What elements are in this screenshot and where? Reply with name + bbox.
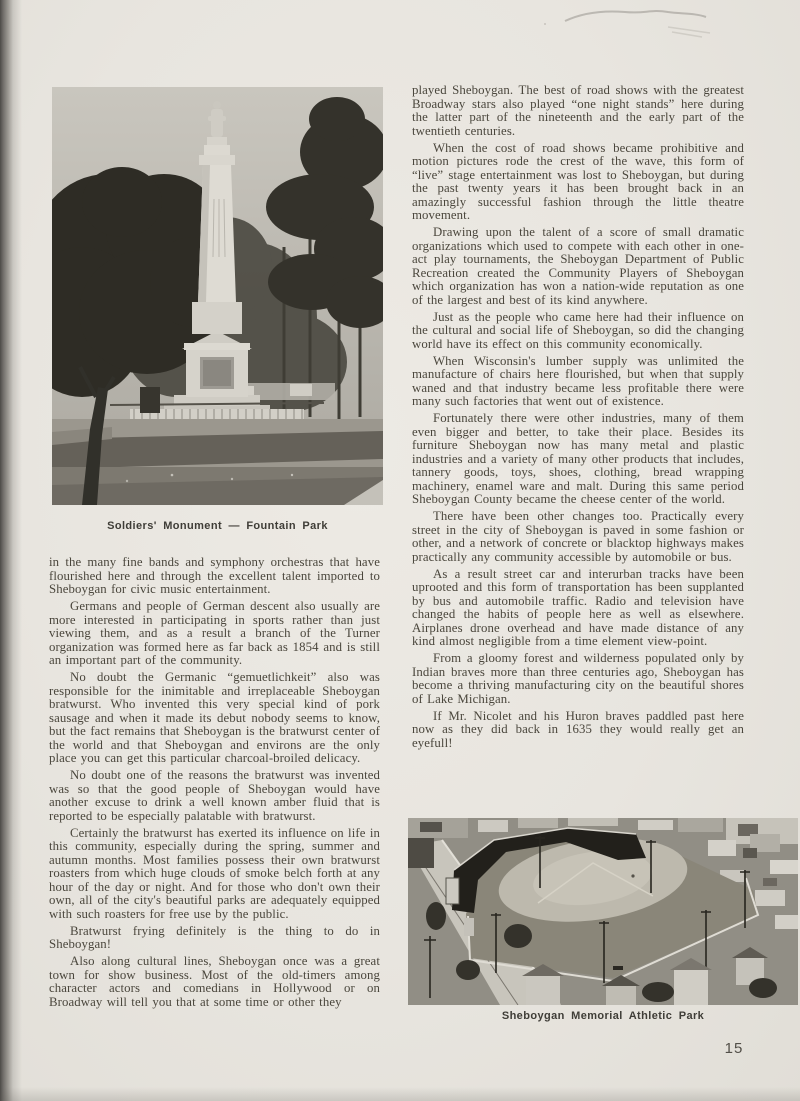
far-building	[290, 384, 312, 396]
athletic-park-photo-image	[408, 818, 798, 1005]
paragraph: in the many fine bands and symphony orchestras that have flourished here and through the excellent talent imported to Sheboygan for civic music entertainment.	[49, 555, 380, 596]
paragraph: When Wisconsin's lumber supply was unlimited the manufacture of chairs here flourished, but when that supply waned and that industry became less profitable there were many such factories that went out of existence.	[412, 353, 744, 408]
monument-caption: Soldiers' Monument — Fountain Park	[107, 520, 328, 532]
paragraph: If Mr. Nicolet and his Huron braves paddled past here now as they did back in 1635 they would really get an eyefull!	[412, 708, 744, 750]
paragraph: Just as the people who came here had their influence on the cultural and social life of Sheboygan, so did the changing world have its effect on this community economically.	[412, 309, 744, 351]
corner-building	[408, 838, 434, 868]
paragraph: No doubt one of the reasons the bratwurst was invented was so that the good people of Sheboygan would have another excuse to drink a well known amber fluid that is reported to be especially palatable with bratwurst.	[49, 768, 380, 823]
park-urn	[140, 387, 160, 413]
binding-gutter-shadow	[0, 0, 22, 1101]
page-bottom-shadow	[0, 1087, 800, 1101]
paragraph: From a gloomy forest and wilderness populated only by Indian braves more than three centuries ago, Sheboygan has become a thriving manufacturing city on the beautiful shores of Lake Michigan.	[412, 651, 744, 706]
soldier-statue	[211, 109, 223, 137]
car	[613, 966, 623, 970]
left-text-column	[49, 556, 380, 1009]
scoreboard	[446, 878, 459, 904]
paragraph: Drawing upon the talent of a score of small dramatic organizations which used to compete with each other in one-act play tournaments, the Sheboygan Department of Public Recreation created the Community Players of Sheboygan which organization has won a nation-wide reputation as one of the largest and best of its kind anywhere.	[412, 225, 744, 307]
monument-photo	[52, 87, 383, 505]
page-number: 15	[724, 1040, 744, 1057]
paragraph: When the cost of road shows became prohibitive and motion pictures rode the crest of the wave, this form of “live” stage entertainment was lost to Sheboygan, but during the past twenty years it has been brought back in an amazingly successful fashion through the little theatre movement.	[412, 140, 744, 222]
paragraph: Certainly the bratwurst has exerted its influence on life in this community, especially during the spring, summer and autumn months. Most families possess their own bratwurst roasters from which huge clouds of smoke belch forth at any hour of the day or night. And for those who don't own their own, all of the city's beautiful parks are adequately equipped with such roasters for free use by the public.	[49, 825, 380, 921]
paragraph: There have been other changes too. Practically every street in the city of Sheboygan is paved in some fashion or other, and a network of concrete or blacktop highways makes practically any community accessible by automobile or bus.	[412, 509, 744, 564]
monument-photo-image	[52, 87, 383, 505]
paragraph: Fortunately there were other industries, many of them even bigger and better, to take their place. Besides its furniture Sheboygan now has many metal and plastic industries and a variety of many other products that includes, tannery goods, toys, shoes, clothing, bread wrapping machinery, enamel ware and malt. During this same period Sheboygan County became the cheese center of the world.	[412, 411, 744, 506]
paragraph: Germans and people of German descent also usually are more interested in participating in sports rather than just viewing them, and as a result a branch of the Turner organization was formed here as far back as 1854 and is still an important part of the community.	[49, 599, 380, 667]
pencil-smudge	[0, 0, 800, 60]
paragraph: played Sheboygan. The best of road shows with the greatest Broadway stars also played “one night stands” here during the latter part of the nineteenth and the early part of the twentieth centuries.	[412, 83, 744, 138]
player	[631, 874, 634, 877]
paragraph: Also along cultural lines, Sheboygan once was a great town for show business. Most of the old-timers among character actors and comedians in Hollywood or on Broadway will tell you that at some time or other they	[49, 954, 380, 1009]
paragraph: Bratwurst frying definitely is the thing to do in Sheboygan!	[49, 923, 380, 951]
paragraph: No doubt the Germanic “gemuetlichkeit” also was responsible for the inimitable and irreplaceable Sheboygan bratwurst. Who invented this very special kind of pork sausage and when it made its debut nobody seems to know, but the fact remains that Sheboygan is the bratwurst center of the world and that Sheboygan and environs are the only place you can get this particular charcoal-broiled delicacy.	[49, 670, 380, 765]
paragraph: As a result street car and interurban tracks have been uprooted and this form of transportation has been supplanted by bus and automobile traffic. Radio and television have changed the habits of people here as well as elsewhere. Airplanes drone overhead and have made distance of any kind almost negligible from a time element view-point.	[412, 566, 744, 648]
billboard	[464, 918, 474, 936]
athletic-park-caption: Sheboygan Memorial Athletic Park	[501, 1010, 705, 1022]
right-text-column	[412, 84, 744, 750]
athletic-park-photo	[408, 818, 798, 1005]
